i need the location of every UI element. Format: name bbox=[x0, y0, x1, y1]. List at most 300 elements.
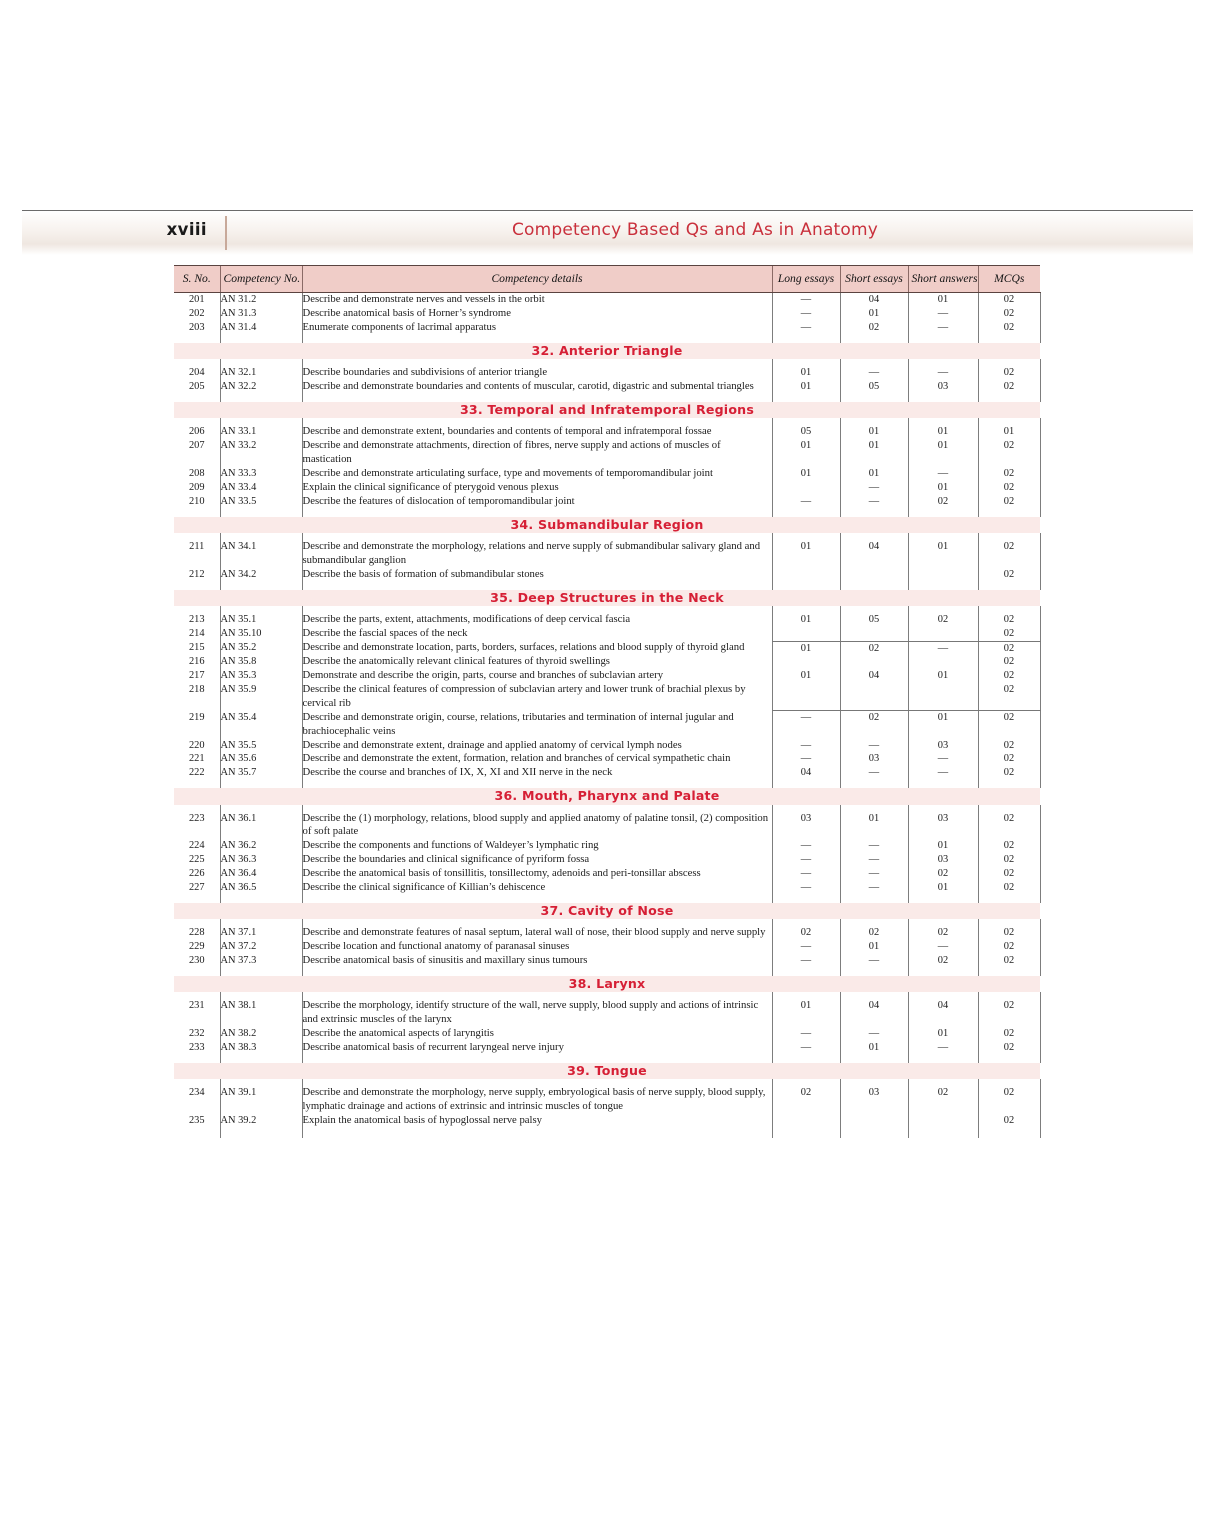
cell-short-essays: — bbox=[840, 366, 908, 380]
cell-long-essays: — bbox=[772, 853, 840, 867]
cell-long-essays bbox=[772, 627, 840, 641]
cell-mcqs: 02 bbox=[978, 613, 1040, 627]
cell-short-essays: 02 bbox=[840, 926, 908, 940]
row-spacer bbox=[174, 1128, 1040, 1138]
cell-competency-no: AN 35.1 bbox=[220, 613, 302, 627]
spacer-cell bbox=[908, 1128, 978, 1138]
spacer-cell bbox=[908, 394, 978, 402]
spacer-cell bbox=[978, 992, 1040, 999]
spacer-cell bbox=[302, 533, 772, 540]
cell-mcqs: 02 bbox=[978, 439, 1040, 467]
cell-long-essays: 01 bbox=[772, 439, 840, 467]
cell-competency-no: AN 31.4 bbox=[220, 321, 302, 335]
spacer-cell bbox=[220, 1055, 302, 1063]
table-row bbox=[174, 839, 1040, 853]
table-row bbox=[174, 766, 1040, 780]
cell-competency-details: Describe and demonstrate boundaries and contents of muscular, carotid, digastric and submental triangles bbox=[302, 380, 772, 394]
spacer-cell bbox=[978, 394, 1040, 402]
spacer-cell bbox=[302, 1079, 772, 1086]
spacer-cell bbox=[978, 533, 1040, 540]
table-row bbox=[174, 439, 1040, 467]
cell-serial-number: 234 bbox=[188, 1087, 205, 1099]
table-body bbox=[174, 293, 1040, 1139]
row-spacer bbox=[174, 780, 1040, 788]
col-header-long-essays: Long essays bbox=[772, 266, 840, 293]
cell-competency-details: Describe the fascial spaces of the neck bbox=[302, 627, 772, 641]
cell-short-answers: 04 bbox=[908, 999, 978, 1027]
spacer-cell bbox=[302, 335, 772, 343]
spacer-cell bbox=[302, 919, 772, 926]
spacer-cell bbox=[840, 335, 908, 343]
cell-mcqs: 02 bbox=[978, 752, 1040, 766]
cell-competency-details: Describe the features of dislocation of temporomandibular joint bbox=[302, 495, 772, 509]
table-row bbox=[174, 739, 1040, 753]
cell-serial-number: 205 bbox=[188, 380, 205, 392]
cell-competency-details: Describe the boundaries and clinical significance of pyriform fossa bbox=[302, 853, 772, 867]
cell-competency-details: Describe and demonstrate extent, drainage and applied anatomy of cervical lymph nodes bbox=[302, 739, 772, 753]
spacer-cell bbox=[174, 1128, 220, 1138]
cell-competency-no: AN 33.3 bbox=[220, 467, 302, 481]
cell-competency-no: AN 35.8 bbox=[220, 655, 302, 669]
cell-long-essays: — bbox=[772, 940, 840, 954]
cell-short-essays: 04 bbox=[840, 999, 908, 1027]
spacer-cell bbox=[772, 394, 840, 402]
cell-short-essays: — bbox=[840, 853, 908, 867]
row-spacer bbox=[174, 919, 1040, 926]
spacer-cell bbox=[220, 418, 302, 425]
spacer-cell bbox=[840, 582, 908, 590]
row-spacer bbox=[174, 805, 1040, 812]
cell-competency-no: AN 36.3 bbox=[220, 853, 302, 867]
cell-competency-no: AN 38.3 bbox=[220, 1041, 302, 1055]
cell-short-essays: — bbox=[840, 766, 908, 780]
col-header-sno: S. No. bbox=[174, 266, 220, 293]
section-band bbox=[174, 903, 1040, 919]
table-row bbox=[174, 926, 1040, 940]
cell-mcqs: 02 bbox=[978, 568, 1040, 582]
cell-competency-no: AN 32.2 bbox=[220, 380, 302, 394]
spacer-cell bbox=[772, 968, 840, 976]
spacer-cell bbox=[978, 418, 1040, 425]
cell-competency-no: AN 38.2 bbox=[220, 1027, 302, 1041]
cell-long-essays: 01 bbox=[772, 641, 840, 669]
spacer-cell bbox=[220, 582, 302, 590]
spacer-cell bbox=[174, 359, 220, 366]
cell-competency-details: Demonstrate and describe the origin, parts, course and branches of subclavian artery bbox=[302, 669, 772, 683]
spacer-cell bbox=[908, 606, 978, 613]
cell-short-essays: 02 bbox=[840, 711, 908, 739]
spacer-cell bbox=[840, 919, 908, 926]
cell-competency-details: Describe the clinical significance of Killian’s dehiscence bbox=[302, 881, 772, 895]
cell-competency-details: Enumerate components of lacrimal apparatus bbox=[302, 321, 772, 335]
cell-mcqs: 02 bbox=[978, 307, 1040, 321]
spacer-cell bbox=[840, 1079, 908, 1086]
spacer-cell bbox=[772, 359, 840, 366]
spacer-cell bbox=[978, 780, 1040, 788]
cell-short-essays: 03 bbox=[840, 1086, 908, 1128]
cell-short-essays: — bbox=[840, 867, 908, 881]
spacer-cell bbox=[302, 1055, 772, 1063]
cell-long-essays: 01 bbox=[772, 999, 840, 1027]
cell-mcqs: 02 bbox=[978, 495, 1040, 509]
cell-competency-details: Describe the components and functions of Waldeyer’s lymphatic ring bbox=[302, 839, 772, 853]
cell-competency-no: AN 31.2 bbox=[220, 293, 302, 307]
cell-short-essays: 01 bbox=[840, 439, 908, 467]
spacer-cell bbox=[772, 805, 840, 812]
spacer-cell bbox=[978, 606, 1040, 613]
spacer-cell bbox=[174, 919, 220, 926]
spacer-cell bbox=[302, 418, 772, 425]
cell-competency-no: AN 39.2 bbox=[220, 1114, 302, 1128]
row-spacer bbox=[174, 582, 1040, 590]
spacer-cell bbox=[302, 968, 772, 976]
cell-competency-no: AN 39.1 bbox=[220, 1086, 302, 1114]
spacer-cell bbox=[772, 582, 840, 590]
cell-short-answers: 01 bbox=[908, 881, 978, 895]
cell-competency-no: AN 37.2 bbox=[220, 940, 302, 954]
cell-competency-no: AN 33.5 bbox=[220, 495, 302, 509]
cell-serial-number: 235 bbox=[188, 1115, 205, 1127]
cell-short-answers: 02 bbox=[908, 495, 978, 509]
spacer-cell bbox=[908, 418, 978, 425]
spacer-cell bbox=[772, 992, 840, 999]
cell-short-essays: 04 bbox=[840, 669, 908, 711]
cell-long-essays: — bbox=[772, 881, 840, 895]
spacer-cell bbox=[908, 335, 978, 343]
spacer-cell bbox=[772, 1079, 840, 1086]
row-spacer bbox=[174, 394, 1040, 402]
cell-serial-number: 201 bbox=[188, 294, 205, 305]
cell-short-answers: 02 bbox=[908, 954, 978, 968]
spacer-cell bbox=[174, 895, 220, 903]
spacer-cell bbox=[302, 394, 772, 402]
competency-table bbox=[174, 265, 1041, 1138]
row-spacer bbox=[174, 359, 1040, 366]
cell-short-essays: 05 bbox=[840, 613, 908, 627]
cell-mcqs: 02 bbox=[978, 380, 1040, 394]
cell-competency-no: AN 38.1 bbox=[220, 999, 302, 1027]
table-row bbox=[174, 1086, 1040, 1114]
cell-short-answers: 02 bbox=[908, 867, 978, 881]
cell-serial-number: 212 bbox=[188, 568, 205, 580]
cell-serial-number: 231 bbox=[188, 1000, 205, 1012]
cell-short-answers: 01 bbox=[908, 540, 978, 582]
cell-long-essays: — bbox=[772, 752, 840, 766]
spacer-cell bbox=[220, 1079, 302, 1086]
cell-competency-details: Describe and demonstrate the extent, formation, relation and branches of cervical sympathetic chain bbox=[302, 752, 772, 766]
cell-competency-details: Describe and demonstrate location, parts, borders, surfaces, relations and blood supply of thyroid gland bbox=[302, 641, 772, 655]
cell-mcqs: 02 bbox=[978, 766, 1040, 780]
section-band bbox=[174, 517, 1040, 533]
cell-short-essays: 02 bbox=[840, 641, 908, 669]
section-title: 38. Larynx bbox=[174, 976, 1040, 992]
cell-long-essays: 01 bbox=[772, 366, 840, 380]
table-row bbox=[174, 867, 1040, 881]
spacer-cell bbox=[978, 919, 1040, 926]
table-row bbox=[174, 467, 1040, 481]
spacer-cell bbox=[772, 533, 840, 540]
cell-serial-number: 233 bbox=[188, 1042, 205, 1054]
spacer-cell bbox=[772, 1055, 840, 1063]
cell-competency-no: AN 35.9 bbox=[220, 683, 302, 711]
cell-serial-number: 214 bbox=[188, 628, 205, 640]
cell-mcqs: 02 bbox=[978, 627, 1040, 641]
cell-mcqs: 02 bbox=[978, 1027, 1040, 1041]
spacer-cell bbox=[220, 335, 302, 343]
cell-long-essays: 05 bbox=[772, 425, 840, 439]
cell-competency-details: Describe the (1) morphology, relations, blood supply and applied anatomy of palatine tonsil, (2) composition of soft palate bbox=[302, 812, 772, 840]
cell-competency-details: Describe boundaries and subdivisions of anterior triangle bbox=[302, 366, 772, 380]
cell-long-essays: — bbox=[772, 1041, 840, 1055]
running-title: Competency Based Qs and As in Anatomy bbox=[511, 220, 879, 240]
spacer-cell bbox=[978, 1055, 1040, 1063]
spacer-cell bbox=[978, 1079, 1040, 1086]
cell-short-answers: — bbox=[908, 321, 978, 335]
spacer-cell bbox=[908, 533, 978, 540]
cell-mcqs: 02 bbox=[978, 366, 1040, 380]
cell-competency-no: AN 33.2 bbox=[220, 439, 302, 467]
cell-serial-number: 227 bbox=[188, 882, 205, 894]
cell-short-answers: 03 bbox=[908, 739, 978, 753]
cell-long-essays: — bbox=[772, 307, 840, 321]
cell-long-essays: — bbox=[772, 711, 840, 739]
cell-competency-details: Describe location and functional anatomy of paranasal sinuses bbox=[302, 940, 772, 954]
cell-short-answers: — bbox=[908, 940, 978, 954]
cell-mcqs: 02 bbox=[978, 293, 1040, 307]
cell-competency-no: AN 34.1 bbox=[220, 540, 302, 568]
cell-competency-no: AN 35.6 bbox=[220, 752, 302, 766]
cell-short-essays: — bbox=[840, 1027, 908, 1041]
col-header-short-essays: Short essays bbox=[840, 266, 908, 293]
row-spacer bbox=[174, 606, 1040, 613]
cell-competency-no: AN 35.2 bbox=[220, 641, 302, 655]
cell-mcqs: 02 bbox=[978, 1114, 1040, 1128]
cell-mcqs: 02 bbox=[978, 1041, 1040, 1055]
cell-competency-no: AN 36.1 bbox=[220, 812, 302, 840]
cell-competency-no: AN 36.5 bbox=[220, 881, 302, 895]
spacer-cell bbox=[978, 582, 1040, 590]
cell-competency-details: Describe and demonstrate extent, boundaries and contents of temporal and infratemporal fossae bbox=[302, 425, 772, 439]
spacer-cell bbox=[302, 582, 772, 590]
section-title: 39. Tongue bbox=[174, 1063, 1040, 1079]
spacer-cell bbox=[220, 919, 302, 926]
row-spacer bbox=[174, 968, 1040, 976]
cell-short-answers: — bbox=[908, 766, 978, 780]
cell-mcqs: 02 bbox=[978, 812, 1040, 840]
cell-serial-number: 228 bbox=[188, 927, 205, 939]
section-title: 35. Deep Structures in the Neck bbox=[174, 590, 1040, 606]
spacer-cell bbox=[174, 509, 220, 517]
spacer-cell bbox=[174, 335, 220, 343]
spacer-cell bbox=[772, 335, 840, 343]
cell-short-essays: — bbox=[840, 839, 908, 853]
cell-long-essays: — bbox=[772, 495, 840, 509]
section-band bbox=[174, 976, 1040, 992]
spacer-cell bbox=[908, 919, 978, 926]
cell-competency-no: AN 32.1 bbox=[220, 366, 302, 380]
cell-short-answers: 01 bbox=[908, 439, 978, 467]
spacer-cell bbox=[220, 895, 302, 903]
cell-short-answers: 01 bbox=[908, 839, 978, 853]
cell-short-answers: — bbox=[908, 467, 978, 481]
spacer-cell bbox=[840, 359, 908, 366]
cell-long-essays: 02 bbox=[772, 1086, 840, 1128]
spacer-cell bbox=[840, 805, 908, 812]
cell-competency-no: AN 35.4 bbox=[220, 711, 302, 739]
spacer-cell bbox=[220, 968, 302, 976]
cell-mcqs: 02 bbox=[978, 881, 1040, 895]
spacer-cell bbox=[840, 1055, 908, 1063]
spacer-cell bbox=[978, 335, 1040, 343]
cell-serial-number: 208 bbox=[188, 467, 205, 479]
spacer-cell bbox=[908, 582, 978, 590]
table-row bbox=[174, 669, 1040, 683]
spacer-cell bbox=[978, 509, 1040, 517]
cell-short-essays: 01 bbox=[840, 425, 908, 439]
cell-short-answers: 03 bbox=[908, 380, 978, 394]
table-row bbox=[174, 495, 1040, 509]
cell-short-essays bbox=[840, 627, 908, 641]
cell-long-essays: 03 bbox=[772, 812, 840, 840]
cell-mcqs: 01 bbox=[978, 425, 1040, 439]
cell-serial-number: 232 bbox=[188, 1028, 205, 1040]
spacer-cell bbox=[908, 359, 978, 366]
cell-short-essays: 01 bbox=[840, 940, 908, 954]
spacer-cell bbox=[220, 394, 302, 402]
spacer-cell bbox=[840, 992, 908, 999]
cell-competency-details: Describe the morphology, identify structure of the wall, nerve supply, blood supply and actions of intrinsic and extrinsic muscles of the larynx bbox=[302, 999, 772, 1027]
cell-serial-number: 207 bbox=[188, 440, 205, 452]
row-spacer bbox=[174, 335, 1040, 343]
table-row bbox=[174, 853, 1040, 867]
cell-short-answers: — bbox=[908, 366, 978, 380]
cell-long-essays: — bbox=[772, 739, 840, 753]
spacer-cell bbox=[174, 968, 220, 976]
row-spacer bbox=[174, 509, 1040, 517]
cell-long-essays: — bbox=[772, 1027, 840, 1041]
spacer-cell bbox=[174, 418, 220, 425]
cell-mcqs: 02 bbox=[978, 867, 1040, 881]
spacer-cell bbox=[772, 418, 840, 425]
cell-long-essays: 01 bbox=[772, 669, 840, 711]
cell-short-essays: 01 bbox=[840, 467, 908, 481]
table-row bbox=[174, 711, 1040, 739]
cell-serial-number: 229 bbox=[188, 941, 205, 953]
spacer-cell bbox=[908, 1055, 978, 1063]
cell-competency-details: Describe the anatomical aspects of laryngitis bbox=[302, 1027, 772, 1041]
cell-short-answers: 03 bbox=[908, 812, 978, 840]
table-row bbox=[174, 481, 1040, 495]
cell-competency-details: Describe and demonstrate origin, course, relations, tributaries and termination of internal jugular and brachiocephalic veins bbox=[302, 711, 772, 739]
table-row bbox=[174, 307, 1040, 321]
spacer-cell bbox=[220, 1128, 302, 1138]
section-title: 34. Submandibular Region bbox=[174, 517, 1040, 533]
spacer-cell bbox=[840, 780, 908, 788]
cell-competency-details: Describe and demonstrate attachments, direction of fibres, nerve supply and actions of muscles of mastication bbox=[302, 439, 772, 467]
spacer-cell bbox=[772, 1128, 840, 1138]
table-row bbox=[174, 540, 1040, 568]
cell-short-answers: 01 bbox=[908, 711, 978, 739]
row-spacer bbox=[174, 533, 1040, 540]
cell-mcqs: 02 bbox=[978, 321, 1040, 335]
cell-short-essays: — bbox=[840, 954, 908, 968]
cell-competency-details: Describe and demonstrate nerves and vessels in the orbit bbox=[302, 293, 772, 307]
cell-competency-details: Describe the clinical features of compression of subclavian artery and lower trunk of brachial plexus by cervical rib bbox=[302, 683, 772, 711]
spacer-cell bbox=[174, 1055, 220, 1063]
table-row bbox=[174, 1041, 1040, 1055]
cell-competency-no: AN 35.7 bbox=[220, 766, 302, 780]
cell-mcqs: 02 bbox=[978, 683, 1040, 711]
cell-serial-number: 218 bbox=[188, 683, 205, 695]
spacer-cell bbox=[772, 606, 840, 613]
table-row bbox=[174, 999, 1040, 1027]
cell-short-answers: — bbox=[908, 641, 978, 669]
cell-competency-no: AN 37.1 bbox=[220, 926, 302, 940]
cell-serial-number: 213 bbox=[188, 614, 205, 626]
cell-long-essays: — bbox=[772, 839, 840, 853]
spacer-cell bbox=[220, 992, 302, 999]
cell-long-essays: — bbox=[772, 321, 840, 335]
spacer-cell bbox=[978, 895, 1040, 903]
spacer-cell bbox=[220, 359, 302, 366]
table-row bbox=[174, 380, 1040, 394]
cell-mcqs: 02 bbox=[978, 999, 1040, 1027]
spacer-cell bbox=[302, 805, 772, 812]
spacer-cell bbox=[840, 418, 908, 425]
cell-competency-no: AN 37.3 bbox=[220, 954, 302, 968]
cell-serial-number: 206 bbox=[188, 426, 205, 438]
cell-long-essays: — bbox=[772, 293, 840, 307]
spacer-cell bbox=[174, 992, 220, 999]
cell-short-essays: 05 bbox=[840, 380, 908, 394]
cell-serial-number: 202 bbox=[188, 307, 205, 319]
cell-competency-details: Describe the anatomical basis of tonsillitis, tonsillectomy, adenoids and peri-tonsillar abscess bbox=[302, 867, 772, 881]
table-row bbox=[174, 321, 1040, 335]
cell-competency-details: Describe the parts, extent, attachments, modifications of deep cervical fascia bbox=[302, 613, 772, 627]
cell-competency-no: AN 35.3 bbox=[220, 669, 302, 683]
cell-competency-details: Describe anatomical basis of recurrent laryngeal nerve injury bbox=[302, 1041, 772, 1055]
cell-serial-number: 221 bbox=[188, 753, 205, 765]
cell-competency-details: Describe anatomical basis of sinusitis and maxillary sinus tumours bbox=[302, 954, 772, 968]
spacer-cell bbox=[908, 895, 978, 903]
section-title: 36. Mouth, Pharynx and Palate bbox=[174, 788, 1040, 804]
cell-competency-details: Explain the anatomical basis of hypoglossal nerve palsy bbox=[302, 1114, 772, 1128]
table-row bbox=[174, 954, 1040, 968]
cell-competency-no: AN 35.10 bbox=[220, 627, 302, 641]
cell-serial-number: 230 bbox=[188, 955, 205, 967]
row-spacer bbox=[174, 418, 1040, 425]
cell-competency-details: Describe and demonstrate articulating surface, type and movements of temporomandibular joint bbox=[302, 467, 772, 481]
cell-competency-no: AN 31.3 bbox=[220, 307, 302, 321]
cell-serial-number: 225 bbox=[188, 854, 205, 866]
spacer-cell bbox=[174, 533, 220, 540]
cell-competency-details: Describe and demonstrate features of nasal septum, lateral wall of nose, their blood supply and nerve supply bbox=[302, 926, 772, 940]
row-spacer bbox=[174, 1055, 1040, 1063]
col-header-short-answers: Short answers bbox=[908, 266, 978, 293]
section-title: 37. Cavity of Nose bbox=[174, 903, 1040, 919]
cell-mcqs: 02 bbox=[978, 926, 1040, 940]
cell-long-essays: — bbox=[772, 954, 840, 968]
cell-short-essays: 03 bbox=[840, 752, 908, 766]
cell-short-answers: 01 bbox=[908, 481, 978, 495]
section-band bbox=[174, 343, 1040, 359]
col-header-competency-details: Competency details bbox=[302, 266, 772, 293]
table-row bbox=[174, 425, 1040, 439]
cell-short-essays: — bbox=[840, 481, 908, 495]
cell-short-essays: — bbox=[840, 881, 908, 895]
cell-long-essays: — bbox=[772, 867, 840, 881]
spacer-cell bbox=[302, 359, 772, 366]
